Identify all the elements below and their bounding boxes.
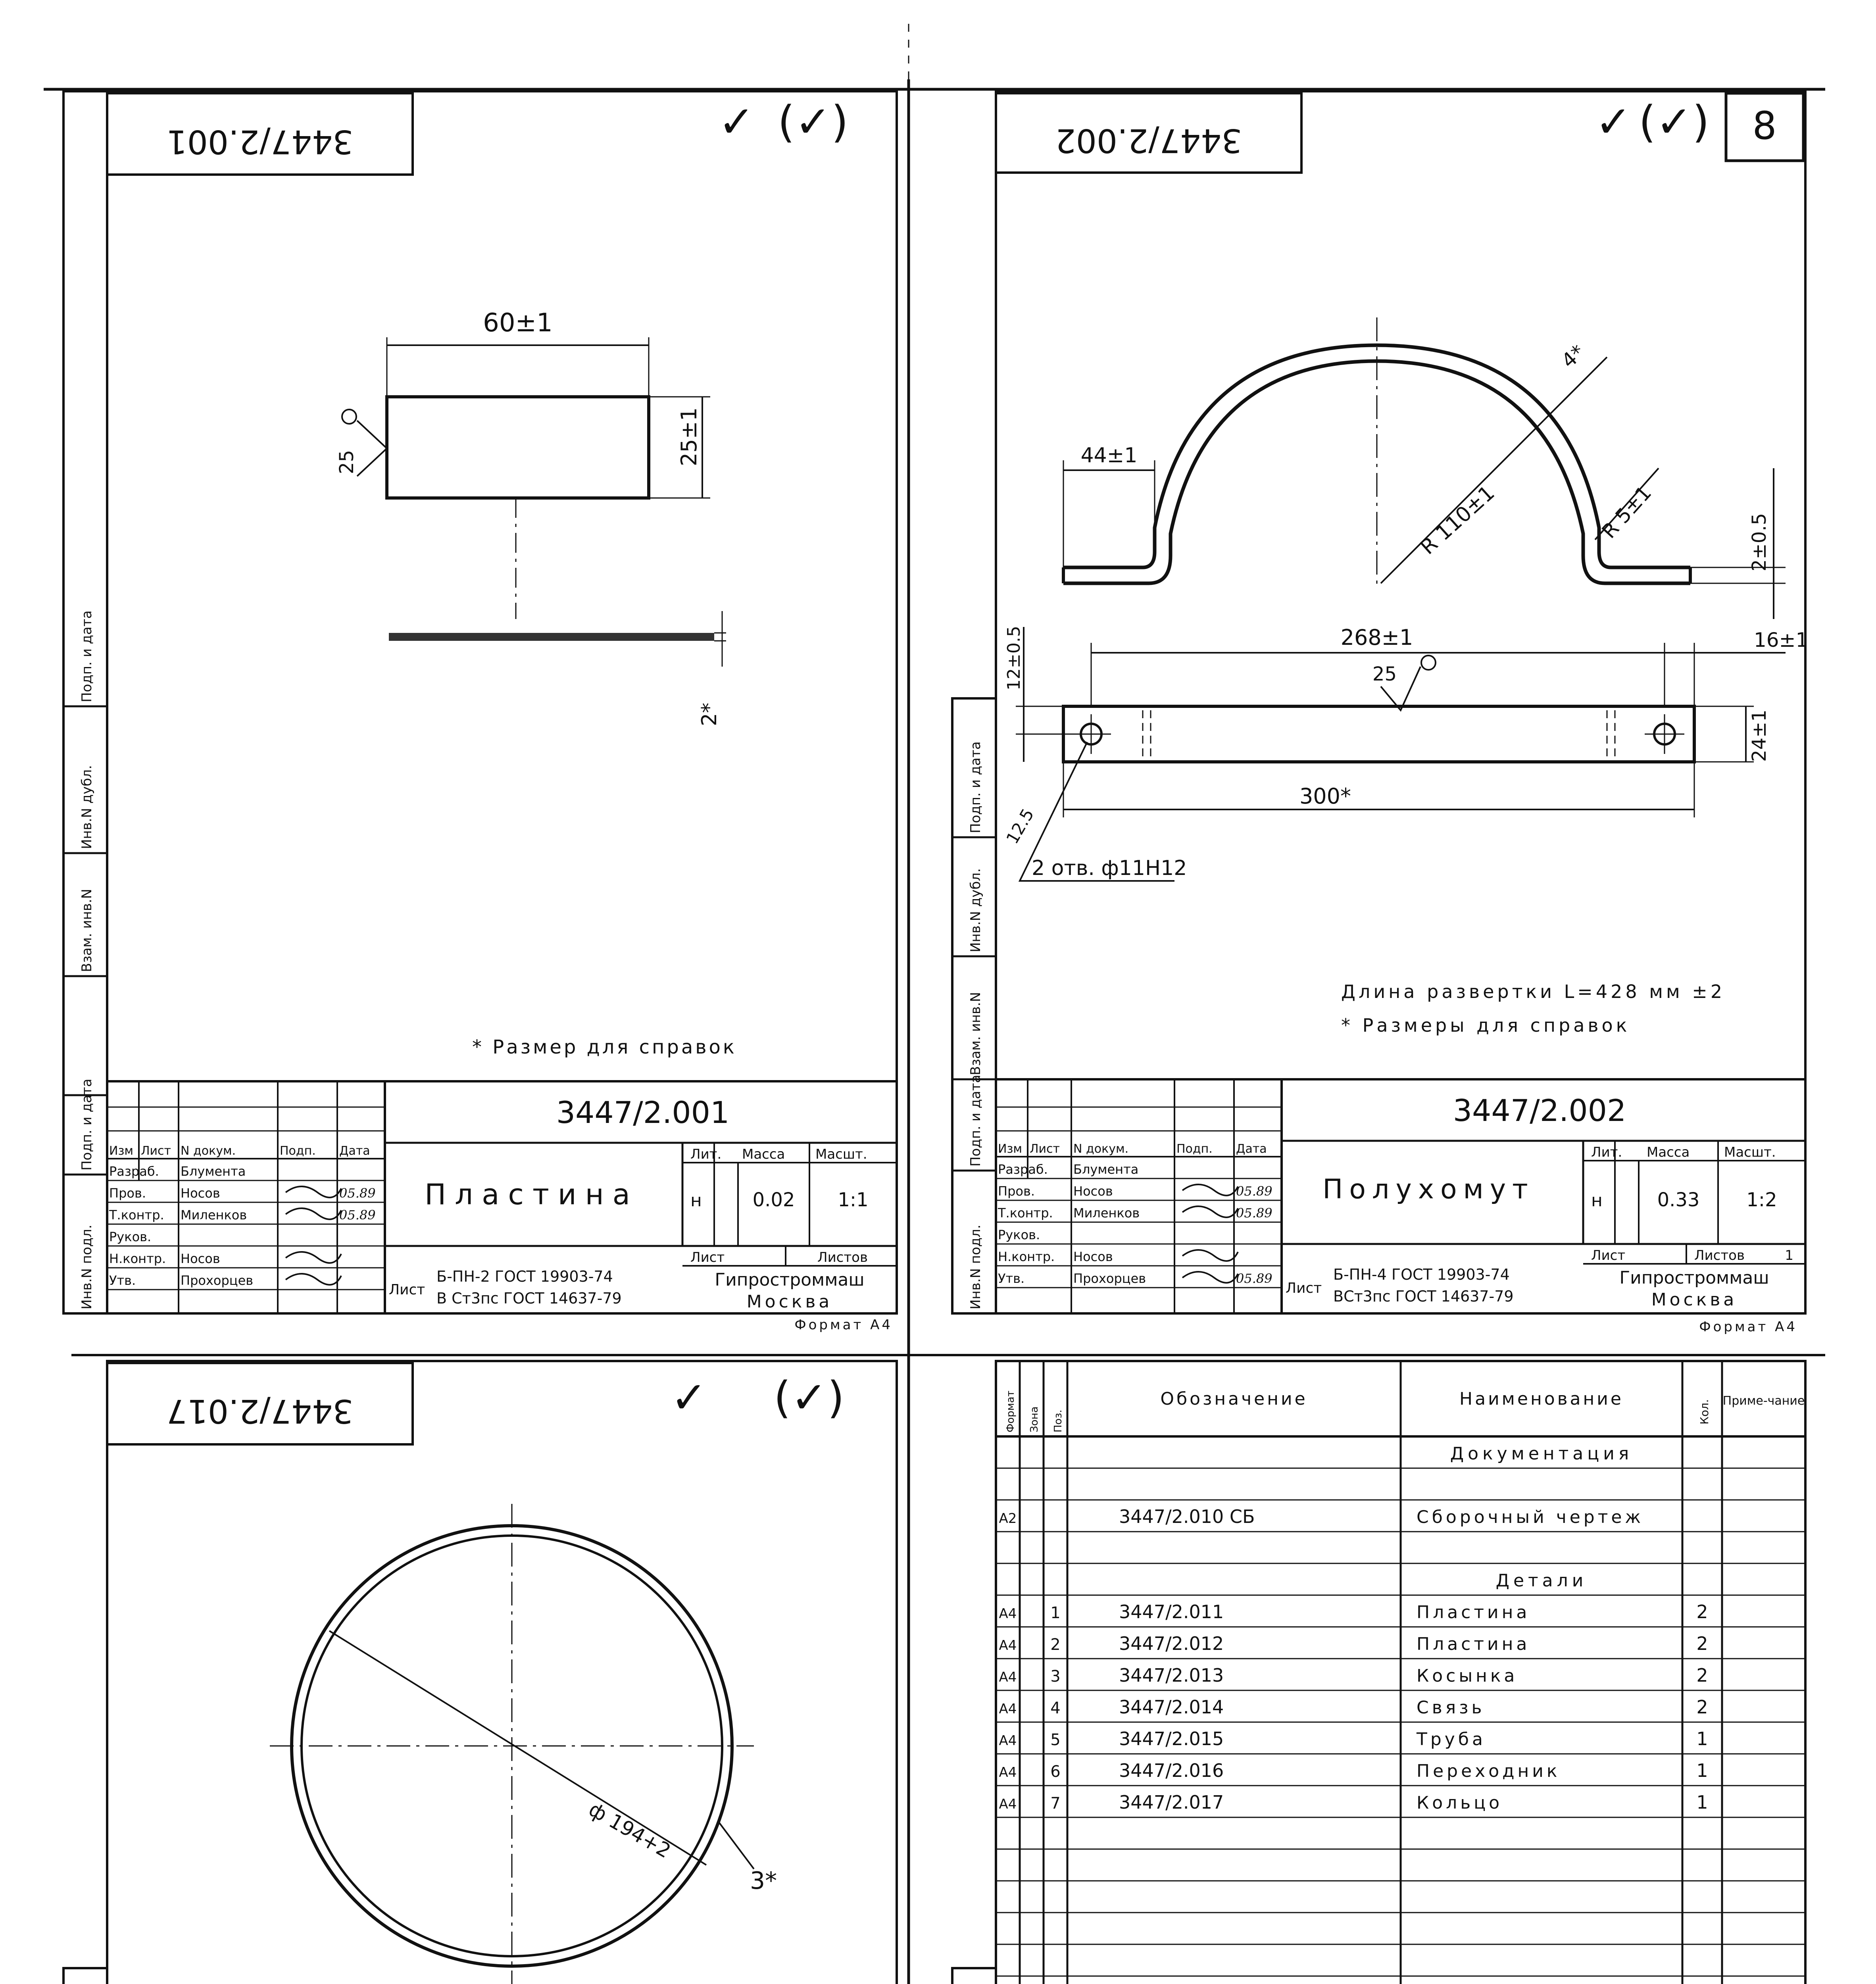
spec-cell-name: Косынка [1417,1666,1518,1686]
side-label: Инв.N дубл. [79,765,95,849]
spec-cell-designation: 3447/2.013 [1119,1665,1224,1686]
role-label: Утв. [998,1271,1025,1286]
role-label: Утв. [109,1273,136,1288]
dim-centers: 268±1 [1340,625,1413,650]
role-name: Носов [181,1186,220,1201]
side-label: Инв.N подл. [968,1225,984,1309]
check-mark-paren: (✓) [778,96,848,147]
spec-row [999,1696,1708,1718]
spec-cell-qty: 2 [1696,1696,1708,1718]
spec-cell-designation: 3447/2.012 [1119,1633,1224,1654]
side-label: Инв.N дубл. [968,868,984,952]
role-name: Блумента [1073,1162,1139,1177]
spec-cell-format: А2 [999,1511,1017,1526]
stamp-header: Лист [141,1144,171,1158]
reference-note: * Размер для справок [472,1036,737,1058]
panel-top-left [63,91,897,1333]
stamp-header: Листов [1694,1248,1745,1263]
signature [1182,1206,1238,1217]
spec-header-designation: Обозначение [1160,1389,1308,1409]
scale-value: 1:1 [838,1189,869,1211]
spec-cell-pos: 2 [1050,1636,1061,1654]
role-label: Пров. [998,1184,1035,1199]
spec-cell-name: Документация [1450,1444,1633,1464]
spec-cell-format: А4 [999,1638,1017,1653]
part-title: Полухомут [1322,1174,1534,1205]
spec-header-zone: Зона [1028,1406,1040,1432]
stamp-header: Дата [1236,1142,1267,1156]
stamp-header: Лит. [1591,1144,1622,1160]
roughness-value: 25 [1372,663,1397,685]
spec-cell-qty: 1 [1696,1760,1708,1781]
part-title: Пластина [425,1178,639,1211]
stamp-header: Лист [690,1250,725,1265]
spec-cell-format: А4 [999,1765,1017,1780]
spec-cell-name: Труба [1417,1729,1486,1749]
role-name: Носов [181,1251,220,1266]
role-label: Руков. [109,1229,152,1244]
stamp-header: Лит. [690,1146,722,1162]
spec-cell-format: А4 [999,1733,1017,1749]
side-label: Подп. и дата [79,610,95,702]
role-label: Н.контр. [998,1249,1055,1264]
organization-name: Гипростроммаш [1619,1268,1769,1288]
sign-date: 05.89 [339,1207,376,1223]
spec-row [999,1601,1708,1623]
roughness-icon [357,421,387,476]
spec-cell-qty: 2 [1696,1633,1708,1654]
dim-width: 24±1 [1748,709,1770,762]
title-block [107,1081,897,1333]
role-label: Руков. [998,1227,1040,1242]
strip-top-view [1063,706,1694,762]
roughness-value: 25 [336,450,358,474]
dim-thick: 4* [1557,340,1590,373]
designation: 3447/2.002 [1453,1093,1626,1128]
spec-row [999,1506,1644,1527]
spec-cell-pos: 1 [1050,1604,1061,1622]
spec-header-name: Наименование [1459,1389,1624,1409]
spec-cell-pos: 3 [1050,1667,1061,1686]
reference-note: * Размеры для справок [1341,1015,1630,1036]
spec-cell-name: Связь [1417,1698,1485,1718]
spec-cell-name: Переходник [1417,1761,1561,1781]
material-line: Б-ПН-4 ГОСТ 19903-74 [1333,1266,1510,1283]
dim-thick: 3* [750,1867,777,1895]
material-prefix: Лист [1286,1280,1322,1296]
panel-bottom-left [63,1361,897,1984]
check-mark-paren: (✓) [774,1372,844,1423]
signature [286,1252,341,1263]
stamp-header: Изм [998,1142,1023,1156]
side-label: Взам. инв.N [79,888,95,972]
designation: 3447/2.001 [556,1095,730,1130]
side-label: Подп. и дата [79,1079,95,1171]
check-mark-paren: (✓) [1639,96,1709,147]
dim-edge: 16±1 [1754,629,1809,652]
spec-cell-pos: 5 [1050,1731,1061,1749]
spec-cell-pos: 6 [1050,1763,1061,1781]
drawing-border [996,91,1805,1313]
sign-date: 05.89 [1236,1271,1272,1286]
role-label: Разраб. [109,1164,159,1179]
development-length-note: Длина развертки L=428 мм ±2 [1341,981,1726,1002]
signature [286,1186,341,1198]
side-label: Подп. и дата [968,741,984,833]
spec-cell-designation: 3447/2.016 [1119,1760,1224,1781]
role-name: Носов [1073,1249,1113,1264]
dim-side: 12±0.5 [1004,626,1024,690]
check-mark-icon: ✓ [1595,96,1632,147]
sign-date: 05.89 [339,1186,376,1201]
material-line: Б-ПН-2 ГОСТ 19903-74 [436,1268,613,1285]
dim-small-radius: R 5±1 [1597,481,1656,543]
material-line: В Ст3пс ГОСТ 14637-79 [436,1290,622,1307]
drawing-border [107,1361,897,1984]
spec-cell-name: Пластина [1417,1634,1530,1654]
specification-table [996,1361,1805,1984]
role-name: Прохорцев [181,1273,254,1288]
stamp-header: N докум. [181,1144,236,1158]
spec-cell-qty: 1 [1696,1728,1708,1749]
material-line: ВСт3пс ГОСТ 14637-79 [1333,1288,1514,1305]
format-label: Формат А4 [1699,1319,1797,1335]
spec-cell-format: А4 [999,1701,1017,1717]
plate-front-view [387,397,649,498]
role-name: Блумента [181,1164,246,1179]
stamp-header: Масшт. [1724,1144,1776,1160]
spec-row [999,1760,1708,1781]
role-label: Т.контр. [109,1207,164,1223]
spec-cell-qty: 1 [1696,1792,1708,1813]
organization-city: Москва [746,1292,833,1312]
role-label: Разраб. [998,1162,1048,1177]
role-name: Прохорцев [1073,1271,1146,1286]
organization-name: Гипростроммаш [715,1270,865,1290]
side-label: Подп. и дата [968,1075,984,1167]
dim-height: 25±1 [677,407,702,466]
stamp-header: Масса [742,1146,785,1162]
drawing-border [107,91,897,1313]
signature [1182,1272,1238,1283]
signature [286,1274,341,1285]
spec-cell-designation: 3447/2.014 [1119,1696,1224,1718]
role-name: Миленков [181,1207,247,1223]
role-label: Т.контр. [998,1205,1053,1221]
dim-width: 60±1 [483,308,553,338]
material-prefix: Лист [389,1282,425,1298]
spec-cell-designation: 3447/2.011 [1119,1601,1224,1623]
stamp-header: Лист [1030,1142,1060,1156]
spec-row [999,1728,1708,1749]
spec-row [999,1792,1708,1813]
role-name: Носов [1073,1184,1113,1199]
mass-value: 0.33 [1657,1189,1700,1211]
signature [286,1208,341,1219]
spec-header-pos: Поз. [1052,1409,1064,1432]
spec-rows [999,1444,1708,1813]
spec-cell-designation: 3447/2.017 [1119,1792,1224,1813]
lit-value: н [690,1190,702,1211]
side-label: Взам. инв.N [968,992,984,1075]
spec-cell-format: А4 [999,1606,1017,1622]
spec-cell-designation: 3447/2.010 СБ [1119,1506,1255,1527]
spec-cell-designation: 3447/2.015 [1119,1728,1224,1749]
sign-date: 05.89 [1236,1184,1272,1199]
spec-cell-pos: 4 [1050,1699,1061,1717]
dim-thickness: 2* [698,702,721,726]
dim-chamfer: 12.5 [1002,805,1038,847]
stamp-header: Изм [109,1144,134,1158]
spec-cell-format: А4 [999,1669,1017,1685]
spec-row [999,1665,1708,1686]
top-code: 3447/2.002 [1055,121,1242,159]
dim-flange: 44±1 [1080,444,1138,467]
role-label: Н.контр. [109,1251,166,1266]
signature [1182,1250,1238,1261]
title-block [996,1079,1805,1335]
sign-date: 05.89 [1236,1205,1272,1221]
format-label: Формат А4 [794,1317,893,1333]
spec-cell-qty: 2 [1696,1601,1708,1623]
stamp-header: N докум. [1073,1142,1129,1156]
spec-cell-name: Пластина [1417,1602,1530,1623]
spec-cell-qty: 2 [1696,1665,1708,1686]
panel-top-right [952,91,1808,1335]
role-label: Пров. [109,1186,146,1201]
stamp-header: Лист [1591,1248,1626,1263]
mass-value: 0.02 [752,1189,795,1211]
scale-value: 1:2 [1746,1189,1777,1211]
spec-row [1450,1444,1633,1464]
dim-radius: R 110±1 [1416,481,1499,559]
spec-header-qty: Кол. [1698,1399,1711,1425]
stamp-header: Дата [339,1144,370,1158]
spec-header-format: Формат [1005,1390,1017,1432]
spec-cell-name: Кольцо [1417,1793,1503,1813]
signature [1182,1184,1238,1196]
top-code: 3447/2.001 [166,123,354,160]
side-label: Инв.N подл. [79,1225,95,1309]
spec-row [999,1633,1708,1654]
panel-bottom-right [952,1361,1805,1984]
spec-header-note: Приме-чание [1722,1394,1805,1408]
side-strip [63,1968,107,1984]
spec-cell-format: А4 [999,1796,1017,1812]
dim-total: 300* [1299,784,1351,809]
dim-height: 2±0.5 [1748,513,1770,571]
top-code: 3447/2.017 [166,1392,354,1430]
stamp-header: Подп. [280,1144,316,1158]
spec-cell-name: Детали [1495,1571,1588,1591]
spec-row [1496,1571,1588,1591]
holes-callout: 2 отв. ф11Н12 [1032,856,1187,880]
stamp-header: Масшт. [815,1146,867,1162]
half-clamp-inner [1063,361,1690,583]
stamp-header: Листов [817,1250,868,1265]
check-mark-icon: ✓ [671,1372,707,1423]
check-mark-icon: ✓ [718,96,755,147]
spec-cell-pos: 7 [1050,1794,1061,1813]
dim-diameter: ф 194+2 [585,1798,675,1863]
stamp-header: Подп. [1176,1142,1213,1156]
plate-side-view [389,633,714,641]
stamp-header: Масса [1647,1144,1690,1160]
spec-cell-name: Сборочный чертеж [1417,1507,1644,1527]
lit-value: н [1591,1190,1603,1211]
page-number: 8 [1752,104,1777,148]
listov-value: 1 [1785,1248,1793,1263]
role-name: Миленков [1073,1205,1140,1221]
side-strip [952,1968,996,1984]
organization-city: Москва [1651,1290,1738,1310]
